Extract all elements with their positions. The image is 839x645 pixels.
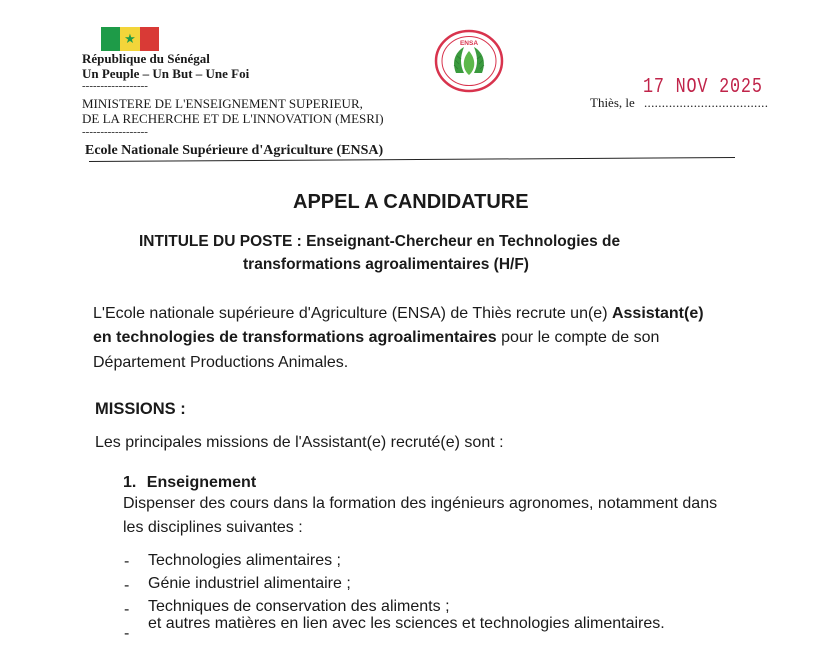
intro-specialty: en technologies de transformations agroalimentaires	[93, 329, 497, 346]
list-item: Techniques de conservation des aliments ;	[148, 598, 450, 615]
separator: ------------------	[82, 80, 148, 92]
mission-item-title: Enseignement	[146, 474, 257, 491]
page-title: APPEL A CANDIDATURE	[293, 191, 529, 213]
flag-star-icon: ★	[124, 31, 136, 47]
intro-text: pour le compte de son	[496, 329, 660, 346]
intro-line-2	[93, 329, 659, 347]
flag-green-band	[101, 27, 120, 51]
school-name: Ecole Nationale Supérieure d'Agriculture (ENSA)	[85, 143, 384, 158]
post-label: INTITULE DU POSTE :	[139, 233, 302, 250]
intro-line-3: Département Productions Animales.	[93, 354, 349, 371]
mission-description-line-2: les disciplines suivantes :	[123, 519, 303, 536]
list-bullet: -	[124, 577, 130, 594]
intro-position: Assistant(e)	[611, 305, 704, 322]
national-motto: Un Peuple – Un But – Une Foi	[82, 66, 250, 81]
mission-item-number: 1.	[123, 474, 137, 491]
intro-line-1	[93, 305, 704, 323]
list-bullet: -	[124, 601, 130, 618]
ministry-line-1: MINISTERE DE L'ENSEIGNEMENT SUPERIEUR,	[82, 96, 363, 111]
ensa-logo	[434, 29, 504, 93]
ministry-line-2: DE LA RECHERCHE ET DE L'INNOVATION (MESRI)	[82, 111, 384, 126]
post-name: Enseignant-Chercheur en Technologies de	[306, 233, 621, 250]
list-item: Génie industriel alimentaire ;	[148, 575, 351, 592]
missions-intro: Les principales missions de l'Assistant(e) recruté(e) sont :	[95, 434, 504, 451]
list-bullet: -	[124, 625, 130, 642]
date-label: Thiès, le	[590, 95, 635, 110]
logo-text: ENSA	[459, 40, 479, 47]
list-bullet: -	[124, 553, 130, 570]
flag-red-band	[140, 27, 159, 51]
country-name: République du Sénégal	[82, 51, 210, 66]
intro-text: L'Ecole nationale supérieure d'Agriculture (ENSA) de Thiès recrute un(e)	[93, 305, 612, 322]
list-item: et autres matières en lien avec les sciences et technologies alimentaires.	[148, 615, 665, 632]
flag-yellow-band	[120, 27, 139, 51]
missions-heading: MISSIONS :	[95, 400, 186, 418]
list-item: Technologies alimentaires ;	[148, 552, 341, 569]
separator: ------------------	[82, 126, 148, 138]
date-stamp: 17 NOV 2025	[643, 76, 763, 99]
mission-description-line-1: Dispenser des cours dans la formation des ingénieurs agronomes, notamment dans	[123, 495, 718, 512]
date-dots: ...................................	[644, 95, 769, 110]
post-title-line-2: transformations agroalimentaires (H/F)	[243, 256, 529, 273]
senegal-flag	[101, 27, 159, 51]
mission-item-heading	[123, 474, 256, 492]
post-title-line-1	[139, 233, 620, 251]
